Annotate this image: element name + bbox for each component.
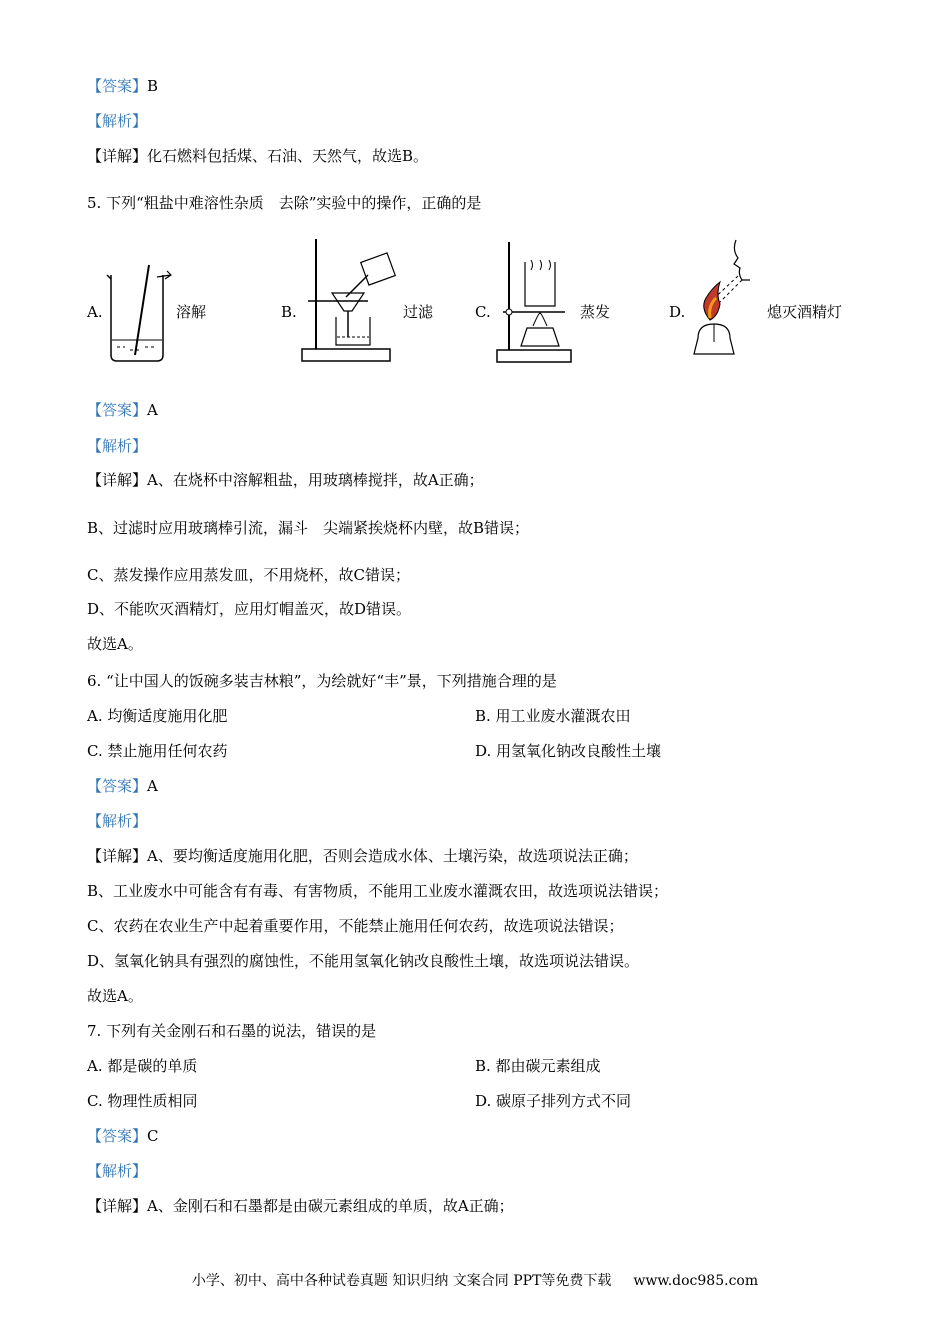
answer-line-q5: 【答案】A — [87, 401, 158, 419]
detail-line: 故选A。 — [87, 635, 143, 653]
detail-line: 【详解】A、要均衡适度施用化肥，否则会造成水体、土壤污染，故选项说法正确； — [87, 847, 638, 865]
analysis-label: 【解析】 — [87, 1162, 148, 1180]
footer-text: 小学、初中、高中各种试卷真题 知识归纳 文案合同 PPT等免费下载 — [191, 1273, 612, 1289]
analysis-label: 【解析】 — [87, 437, 148, 455]
option-c-text: 蒸发 — [580, 303, 611, 321]
detail-line: D、不能吹灭酒精灯，应用灯帽盖灭，故D错误。 — [87, 600, 412, 618]
option-d: D. 碳原子排列方式不同 — [475, 1092, 632, 1110]
analysis-label: 【解析】 — [87, 812, 148, 830]
option-a: A. 均衡适度施用化肥 — [87, 707, 228, 725]
analysis-label: 【解析】 — [87, 112, 148, 130]
option-c: C. 物理性质相同 — [87, 1092, 198, 1110]
option-a-letter: A. — [87, 303, 103, 321]
option-d-text: 熄灭酒精灯 — [767, 303, 843, 321]
answer-value: B — [147, 77, 159, 95]
answer-line-q6: 【答案】A — [87, 777, 158, 795]
option-a-text: 溶解 — [176, 303, 207, 321]
question-stem-6: 6. “让中国人的饭碗多装吉林粮”，为绘就好“丰”景，下列措施合理的是 — [87, 672, 557, 690]
filtration-figure — [298, 237, 398, 365]
evaporation-figure — [495, 240, 575, 365]
detail-line: 【详解】化石燃料包括煤、石油、天然气，故选B。 — [87, 147, 429, 165]
option-b-letter: B. — [281, 303, 297, 321]
option-b: B. 用工业废水灌溉农田 — [475, 707, 631, 725]
answer-value: A — [147, 777, 158, 795]
detail-line: C、蒸发操作应用蒸发皿，不用烧杯，故C错误； — [87, 566, 410, 584]
detail-line: 【详解】A、金刚石和石墨都是由碳元素组成的单质，故A正确； — [87, 1197, 514, 1215]
detail-line: C、农药在农业生产中起着重要作用，不能禁止施用任何农药，故选项说法错误； — [87, 917, 624, 935]
question-stem-5: 5. 下列“粗盐中难溶性杂质 去除”实验中的操作，正确的是 — [87, 194, 482, 212]
detail-line: 【详解】A、在烧杯中溶解粗盐，用玻璃棒搅拌，故A正确； — [87, 471, 484, 489]
option-a: A. 都是碳的单质 — [87, 1057, 198, 1075]
option-c-letter: C. — [475, 303, 491, 321]
beaker-dissolve-figure — [105, 255, 175, 365]
answer-line-q7: 【答案】C — [87, 1127, 159, 1145]
answer-line-q4: 【答案】B — [87, 77, 159, 95]
option-c: C. 禁止施用任何农药 — [87, 742, 228, 760]
option-d-letter: D. — [669, 303, 686, 321]
option-b-text: 过滤 — [403, 303, 434, 321]
option-b: B. 都由碳元素组成 — [475, 1057, 601, 1075]
option-d: D. 用氢氧化钠改良酸性土壤 — [475, 742, 662, 760]
detail-line: B、过滤时应用玻璃棒引流，漏斗 尖端紧挨烧杯内壁，故B错误； — [87, 519, 530, 537]
detail-line: B、工业废水中可能含有有毒、有害物质，不能用工业废水灌溉农田，故选项说法错误； — [87, 882, 669, 900]
question-stem-7: 7. 下列有关金刚石和石墨的说法，错误的是 — [87, 1022, 377, 1040]
alcohol-lamp-blowing-figure — [686, 238, 766, 363]
detail-line: 故选A。 — [87, 987, 143, 1005]
detail-line: D、氢氧化钠具有强烈的腐蚀性，不能用氢氧化钠改良酸性土壤，故选项说法错误。 — [87, 952, 640, 970]
answer-value: A — [147, 401, 158, 419]
answer-value: C — [147, 1127, 159, 1145]
footer-link[interactable]: www.doc985.com — [633, 1273, 759, 1289]
page-footer — [0, 1270, 950, 1290]
